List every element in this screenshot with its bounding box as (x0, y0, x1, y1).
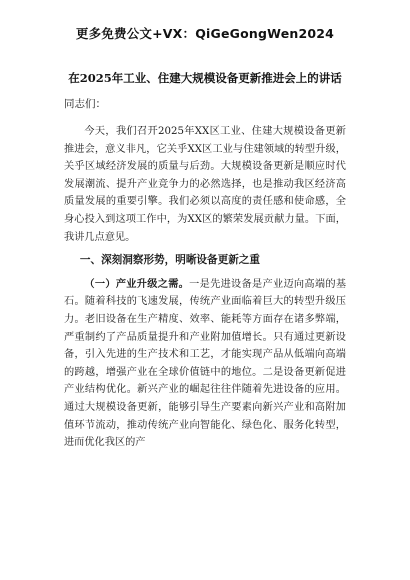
section-1-paragraph (64, 276, 346, 452)
sub-heading-1: （一）产业升级之需。 (84, 277, 190, 290)
promo-header: 更多免费公文+VX：QiGeGongWen2024 (75, 26, 335, 41)
document-body (64, 97, 346, 452)
document-title: 在2025年工业、住建大规模设备更新推进会上的讲话 (68, 71, 342, 85)
section-heading-1: 一、深刻洞察形势，明晰设备更新之重 (79, 254, 260, 267)
intro-paragraph: 今天，我们召开2025年XX区工业、住建大规模设备更新推进会，意义非凡，它关乎XX区工业与住建领域的转型升级，关乎区域经济发展的质量与后劲。大规模设备更新是顺应时代发展潮流、提升产业竞争力的必然选择，也是推动我区经济高质量发展的重要引擎。我们必须以高度的责任感和使命感，全身心投入到这项工作中，为XX区的繁荣发展贡献力量。下面，我讲几点意见。 (64, 126, 346, 243)
salutation: 同志们： (64, 98, 106, 110)
sub-1-text: 一是先进设备是产业迈向高端的基石。随着科技的飞速发展，传统产业面临着巨大的转型升级压力。老旧设备在生产精度、效率、能耗等方面存在诸多弊端，严重制约了产品质量提升和产业附加值增长。只有通过更新设备，引入先进的生产技术和工艺，才能实现产品从低端向高端的跨越，增强产业在全球价值链中的地位。二是设备更新促进产业结构优化。新兴产业的崛起往往伴随着先进设备的应用。通过大规模设备更新，能够引导生产要素向新兴产业和高附加值环节流动，推动传统产业向智能化、绿色化、服务化转型，进而优化我区的产 (64, 278, 347, 449)
